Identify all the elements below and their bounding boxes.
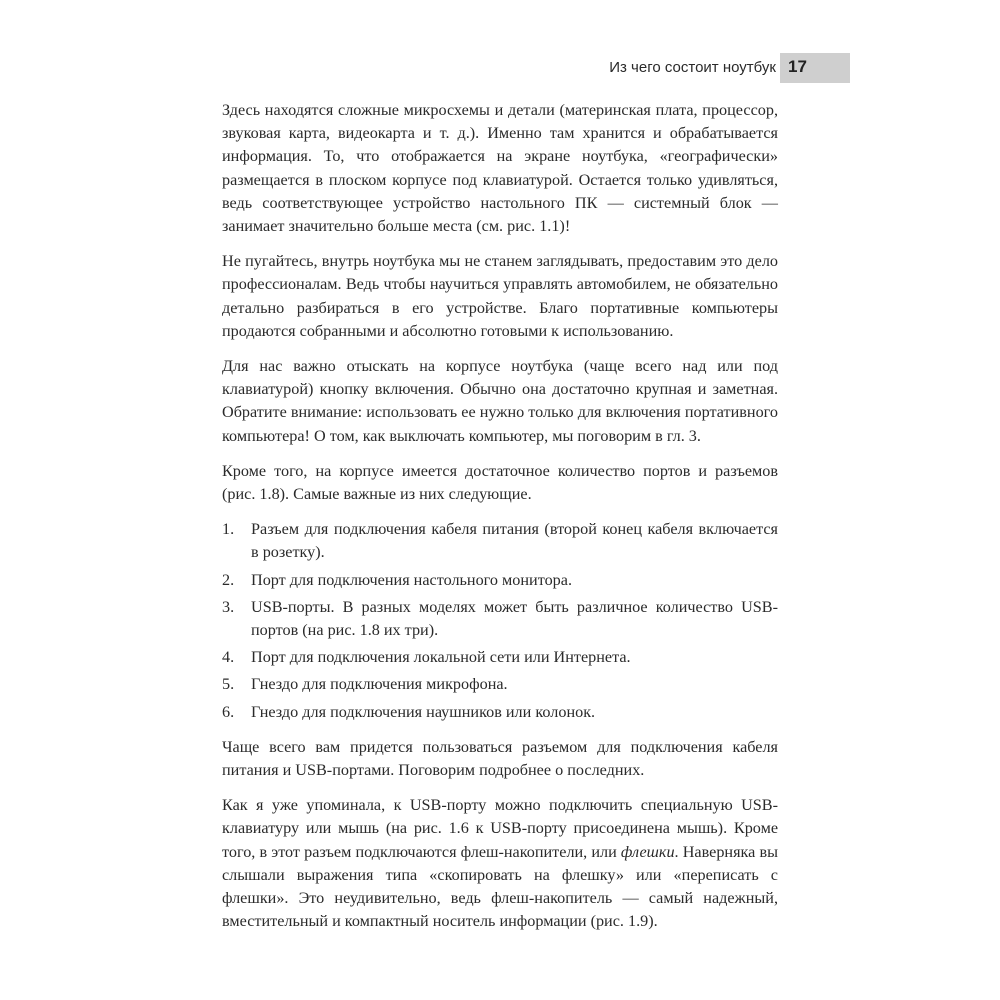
- list-item: [222, 673, 778, 696]
- list-item-number: 2.: [222, 570, 235, 589]
- chapter-title: Из чего состоит ноутбук: [609, 59, 776, 76]
- paragraph-1: Здесь находятся сложные микросхемы и детали (материнская плата, процессор, звуковая карта, видеокарта и т. д.). Именно там хранится и обрабатывается информация. То, что отображается на экране ноутбука, «географически» размещается в плоском корпусе под клавиатурой. Остается только удивляться, ведь соответствующее устройство настольного ПК — системный блок — занимает значительно больше места (см. рис. 1.1)!: [222, 101, 778, 236]
- emphasis-flash-drives: флешки: [620, 842, 675, 861]
- list-item: [222, 518, 778, 564]
- paragraph-4: Кроме того, на корпусе имеется достаточное количество портов и разъемов (рис. 1.8). Самые важные из них следующие.: [222, 461, 778, 504]
- list-item: [222, 569, 778, 592]
- page-number-box: [780, 53, 850, 83]
- list-item-text: Гнездо для подключения микрофона.: [251, 675, 508, 694]
- list-item-text: Разъем для подключения кабеля питания (второй конец кабеля включается в розетку).: [251, 520, 778, 562]
- paragraph-6-part-1: Как я уже упоминала, к USB-порту можно подключить специальную USB-клавиатуру или мышь (на рис. 1.6 к USB-порту присоединена мышь). Кроме того, в этот разъем подключаются флеш-накопители, или: [222, 796, 778, 861]
- list-item-text: USB-порты. В разных моделях может быть различное количество USB-портов (на рис. 1.8 их три).: [251, 597, 778, 640]
- list-item-number: 4.: [222, 648, 235, 667]
- page-body: [222, 99, 778, 946]
- list-item-text: Порт для подключения локальной сети или Интернета.: [251, 648, 631, 667]
- list-item: [222, 646, 778, 669]
- list-item-number: 1.: [222, 520, 235, 539]
- paragraph-5: Чаще всего вам придется пользоваться разъемом для подключения кабеля питания и USB-портами. Поговорим подробнее о последних.: [222, 737, 778, 780]
- page-number: 17: [788, 57, 807, 76]
- list-item: [222, 701, 778, 724]
- ports-list: [222, 518, 778, 724]
- running-header: [609, 53, 850, 83]
- paragraph-3: Для нас важно отыскать на корпусе ноутбука (чаще всего над или под клавиатурой) кнопку включения. Обычно она достаточно крупная и заметная. Обратите внимание: использовать ее нужно только для включения портативного компьютера! О том, как выключать компьютер, мы поговорим в гл. 3.: [222, 357, 778, 445]
- list-item: [222, 596, 778, 642]
- paragraph-2: Не пугайтесь, внутрь ноутбука мы не станем заглядывать, предоставим это дело профессионалам. Ведь чтобы научиться управлять автомобилем, не обязательно детально разбираться в его устройстве. Благо портативные компьютеры продаются собранными и абсолютно готовыми к использованию.: [222, 252, 778, 340]
- list-item-number: 3.: [222, 597, 235, 616]
- paragraph-6: [222, 794, 778, 933]
- list-item-number: 5.: [222, 675, 235, 694]
- list-item-text: Гнездо для подключения наушников или колонок.: [251, 702, 596, 721]
- list-item-number: 6.: [222, 702, 235, 721]
- list-item-text: Порт для подключения настольного монитора.: [251, 570, 572, 589]
- paragraph-6-part-2: . Наверняка вы слышали выражения типа «скопировать на флешку» или «переписать с флешки». Это неудивительно, ведь флеш-накопитель — самый надежный, вместительный и компактный носитель информации (рис. 1.9).: [222, 842, 779, 931]
